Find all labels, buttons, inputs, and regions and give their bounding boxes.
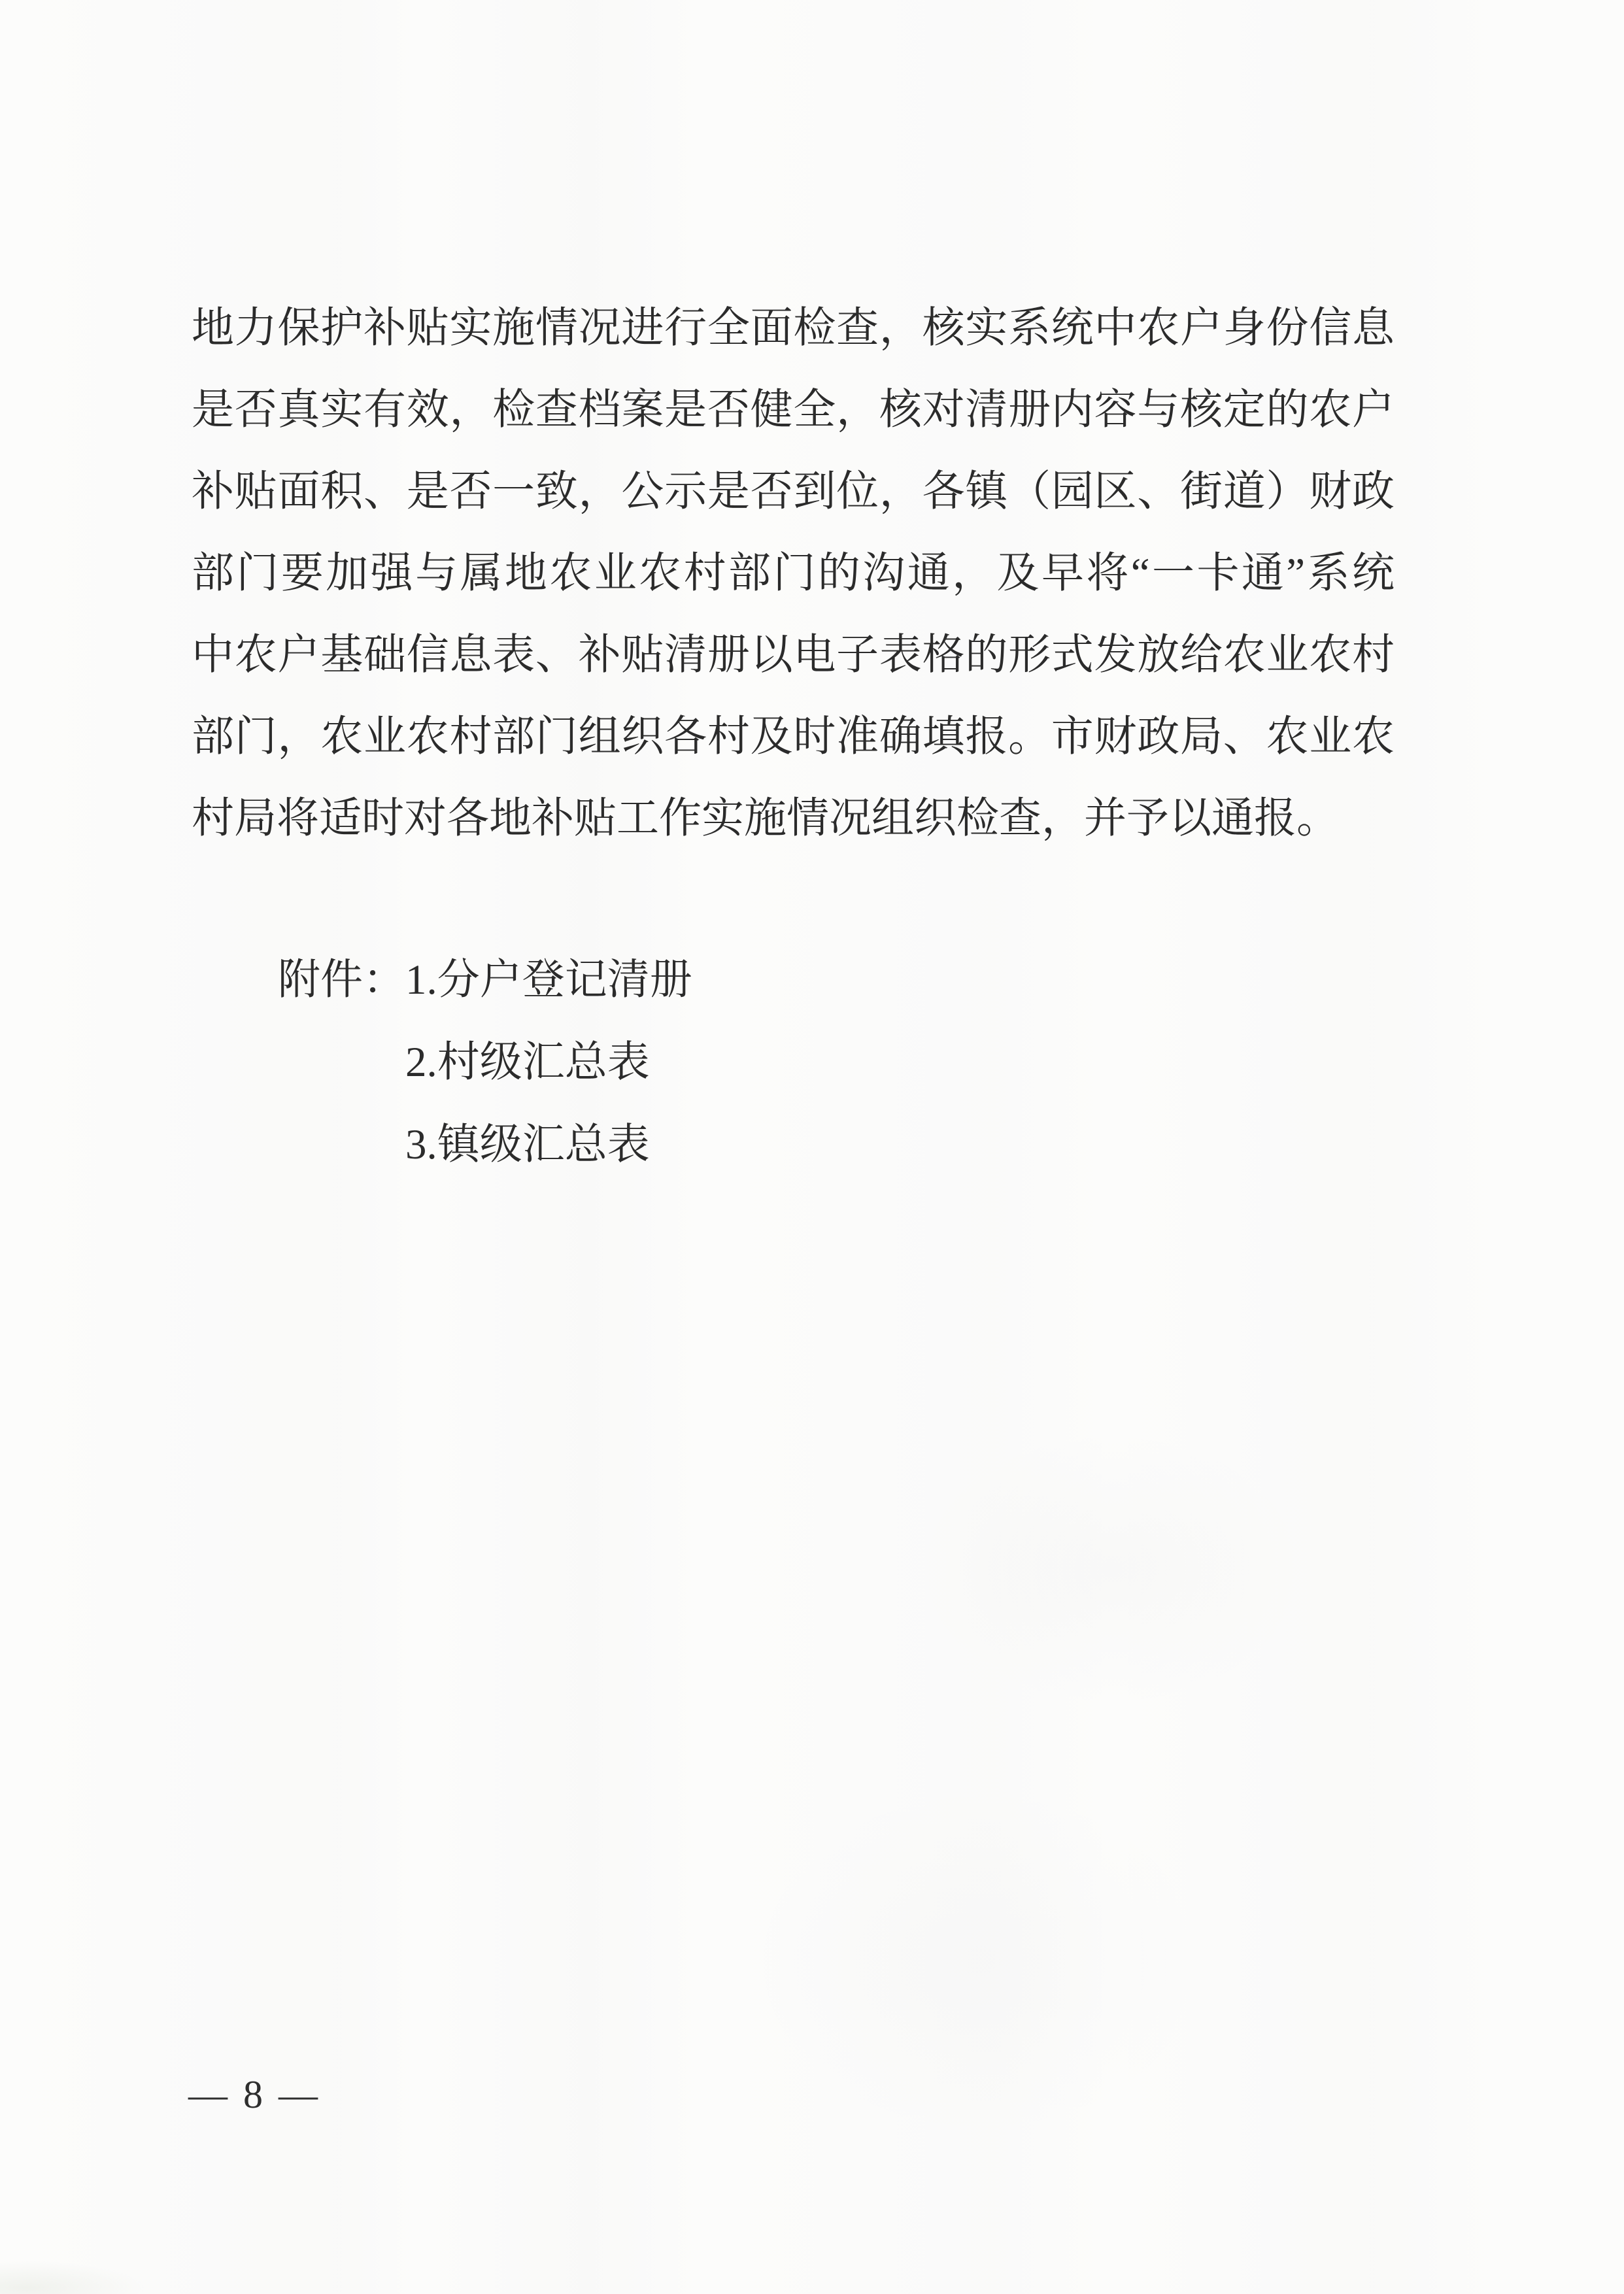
- attachment-item: 3.镇级汇总表: [405, 1121, 650, 1168]
- body-line: 中农户基础信息表、补贴清册以电子表格的形式发放给农业农村: [192, 632, 1395, 679]
- page-number: 8: [243, 2073, 263, 2116]
- footer-left-dash: —: [188, 2073, 228, 2116]
- body-line: 部门，农业农村部门组织各村及时准确填报。市财政局、农业农: [192, 713, 1395, 760]
- body-line: 地力保护补贴实施情况进行全面检查，核实系统中农户身份信息: [192, 305, 1395, 352]
- page-footer: [188, 2071, 318, 2118]
- body-line: 补贴面积、是否一致，公示是否到位，各镇（园区、街道）财政: [192, 468, 1395, 515]
- attachment-item: 2.村级汇总表: [405, 1039, 650, 1086]
- footer-right-dash: —: [279, 2073, 318, 2116]
- body-paragraph: [192, 288, 1395, 860]
- body-line: 村局将适时对各地补贴工作实施情况组织检查，并予以通报。: [192, 795, 1340, 842]
- attachment-item: 1.分户登记清册: [405, 956, 692, 1004]
- attachment-line-1: [278, 939, 692, 1021]
- body-line: 部门要加强与属地农业农村部门的沟通，及早将“一卡通”系统: [192, 550, 1395, 597]
- attachment-label: 附件：: [278, 956, 406, 1004]
- attachment-list: [278, 939, 692, 1186]
- body-line: 是否真实有效，检查档案是否健全，核对清册内容与核定的农户: [192, 386, 1395, 433]
